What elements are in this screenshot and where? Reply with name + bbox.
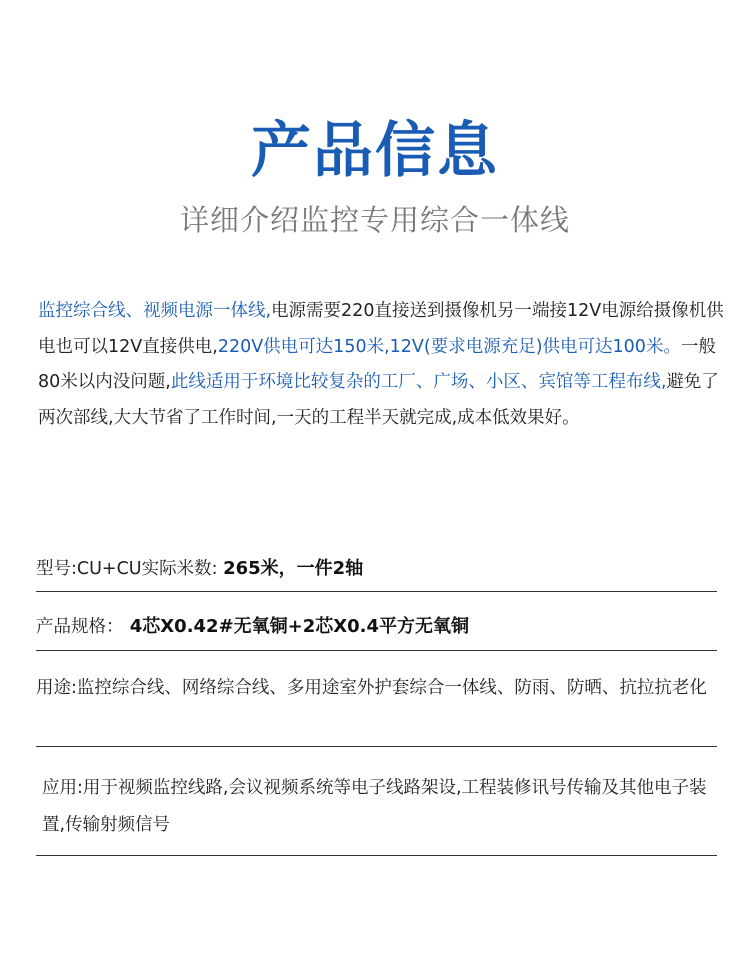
spec-value: 4芯X0.42#无氧铜+2芯X0.4平方无氧铜 [123,616,470,637]
intro-text-1: 电源需要220直接送到摄像机另一端接12V电源给摄像机供电也可以12V直接供电, [38,301,724,357]
intro-paragraph [38,294,728,436]
intro-highlight-2: 220V供电可达150米,12V(要求电源充足)供电可达100米。 [217,336,681,357]
intro-highlight-1: 监控综合线、视频电源一体线, [38,301,272,321]
application-text: 应用:用于视频监控线路,会议视频系统等电子线路架设,工程装修讯号传输及其他电子装置,传输射频信号 [42,778,707,835]
model-label: 型号:CU+CU实际米数: [36,559,224,579]
spec-row-application [36,770,717,856]
intro-text-3: 避免了两次部线,大大节省了工作时间,一天的工程半天就完成,成本低效果好。 [38,372,719,428]
page-subtitle: 详细介绍监控专用综合一体线 [179,203,570,237]
spec-label: 产品规格： [36,617,124,637]
intro-text-2: 一般80米以内没问题, [38,336,716,392]
intro-highlight-3: 此线适用于环境比较复杂的工厂、广场、小区、宾馆等工程布线, [170,372,667,392]
page-title: 产品信息 [251,116,499,186]
spec-row-specification [36,610,717,651]
spec-row-model [36,551,717,592]
model-value: 265米，一件2轴 [223,558,364,579]
usage-text: 用途:监控综合线、网络综合线、多用途室外护套综合一体线、防雨、防晒、抗拉抗老化 [36,678,707,698]
spec-row-usage [36,668,717,747]
